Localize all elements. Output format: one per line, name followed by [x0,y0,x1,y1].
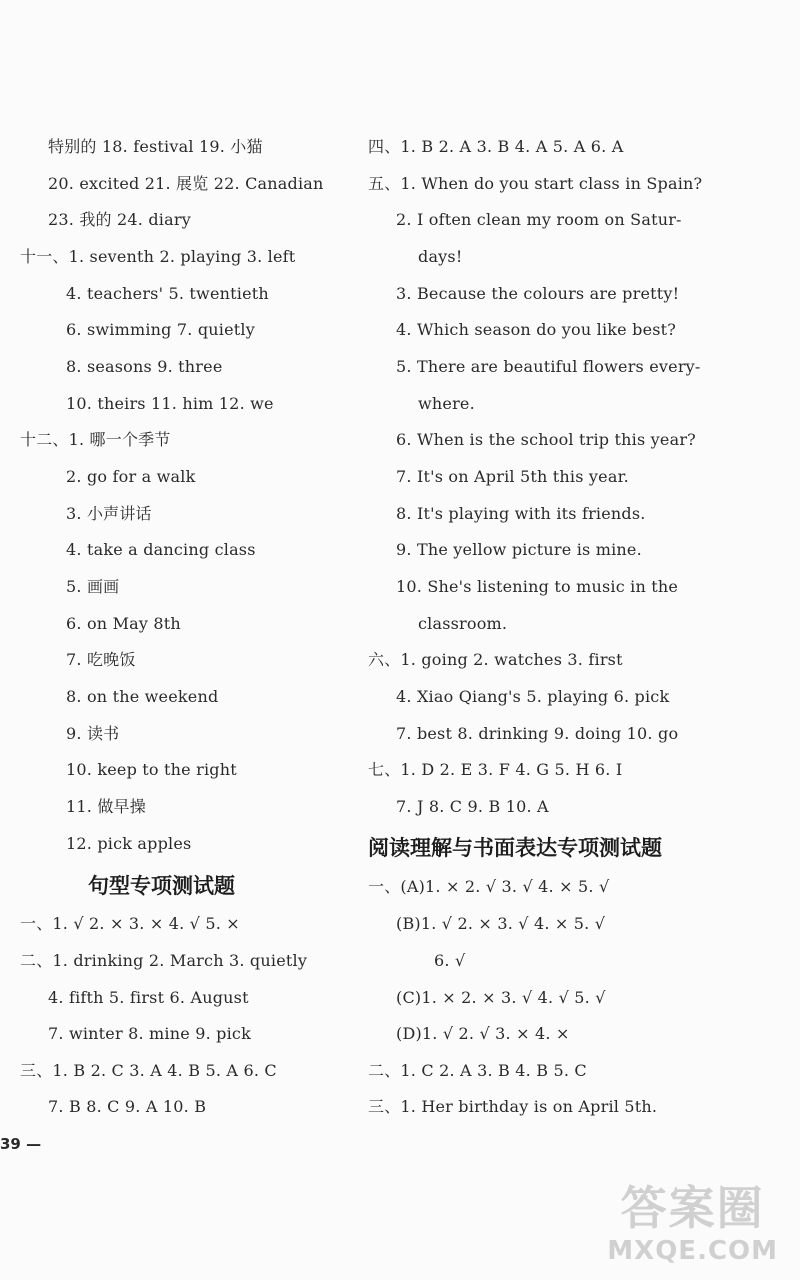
watermark-url-text: MXQE.COM [607,1236,778,1266]
watermark-logo [607,1180,778,1266]
answer-line: 4. Xiao Qiang's 5. playing 6. pick [396,687,670,706]
answer-line: 4. Which season do you like best? [396,320,677,339]
answer-line: 8. It's playing with its friends. [396,504,646,523]
answer-line: 6. When is the school trip this year? [396,430,696,449]
answer-line: 十一、1. seventh 2. playing 3. left [20,247,296,266]
answer-line: 6. swimming 7. quietly [66,320,255,339]
answer-line: 二、1. C 2. A 3. B 4. B 5. C [368,1061,587,1080]
answer-line: 20. excited 21. 展览 22. Canadian [48,174,324,193]
answer-line: (C)1. × 2. × 3. √ 4. √ 5. √ [396,988,606,1007]
answer-line: 5. There are beautiful flowers every- [396,357,701,376]
answer-line: 10. She's listening to music in the [396,577,679,596]
answer-line: 2. go for a walk [66,467,196,486]
answer-line: 十二、1. 哪一个季节 [20,430,171,449]
answer-line: 10. keep to the right [66,760,237,779]
answer-line: classroom. [418,614,508,633]
answer-line: 7. 吃晚饭 [66,650,136,669]
answer-line: 2. I often clean my room on Satur- [396,210,682,229]
answer-line: 六、1. going 2. watches 3. first [368,650,623,669]
answer-line: 二、1. drinking 2. March 3. quietly [20,951,308,970]
right-section-title: 阅读理解与书面表达专项测试题 [368,836,662,860]
answer-line: 7. best 8. drinking 9. doing 10. go [396,724,679,743]
answer-line: 5. 画画 [66,577,120,596]
answer-line: 7. It's on April 5th this year. [396,467,629,486]
answer-line: 10. theirs 11. him 12. we [66,394,274,413]
answer-line: 七、1. D 2. E 3. F 4. G 5. H 6. I [368,760,623,779]
answer-line: 9. The yellow picture is mine. [396,540,642,559]
answer-line: 三、1. B 2. C 3. A 4. B 5. A 6. C [20,1061,277,1080]
answer-line: 11. 做早操 [66,797,146,816]
answer-line: 7. J 8. C 9. B 10. A [396,797,549,816]
answer-line: days! [418,247,463,266]
answer-line: 4. fifth 5. first 6. August [48,988,249,1007]
left-section-title: 句型专项测试题 [88,874,235,898]
answer-line: 四、1. B 2. A 3. B 4. A 5. A 6. A [368,137,624,156]
answer-line: 6. √ [434,951,466,970]
answer-line: 4. teachers' 5. twentieth [66,284,269,303]
answer-line: 12. pick apples [66,834,192,853]
page-number: 39 — [0,1135,42,1153]
answer-line: 一、(A)1. × 2. √ 3. √ 4. × 5. √ [368,877,610,896]
answer-line: 一、1. √ 2. × 3. × 4. √ 5. × [20,914,240,933]
answer-line: 6. on May 8th [66,614,181,633]
answer-line: 五、1. When do you start class in Spain? [368,174,703,193]
answer-line: 7. B 8. C 9. A 10. B [48,1097,207,1116]
answer-line: 3. Because the colours are pretty! [396,284,680,303]
answer-line: (B)1. √ 2. × 3. √ 4. × 5. √ [396,914,606,933]
answer-line: 三、1. Her birthday is on April 5th. [368,1097,658,1116]
answer-line: 特别的 18. festival 19. 小猫 [48,137,263,156]
answer-line: 8. on the weekend [66,687,219,706]
answer-line: 3. 小声讲话 [66,504,152,523]
answer-line: 7. winter 8. mine 9. pick [48,1024,251,1043]
answer-line: 23. 我的 24. diary [48,210,191,229]
answer-line: 4. take a dancing class [66,540,256,559]
answer-line: where. [418,394,475,413]
answer-line: 9. 读书 [66,724,120,743]
answer-line: (D)1. √ 2. √ 3. × 4. × [396,1024,570,1043]
watermark-main-text: 答案圈 [620,1181,765,1235]
answer-line: 8. seasons 9. three [66,357,223,376]
